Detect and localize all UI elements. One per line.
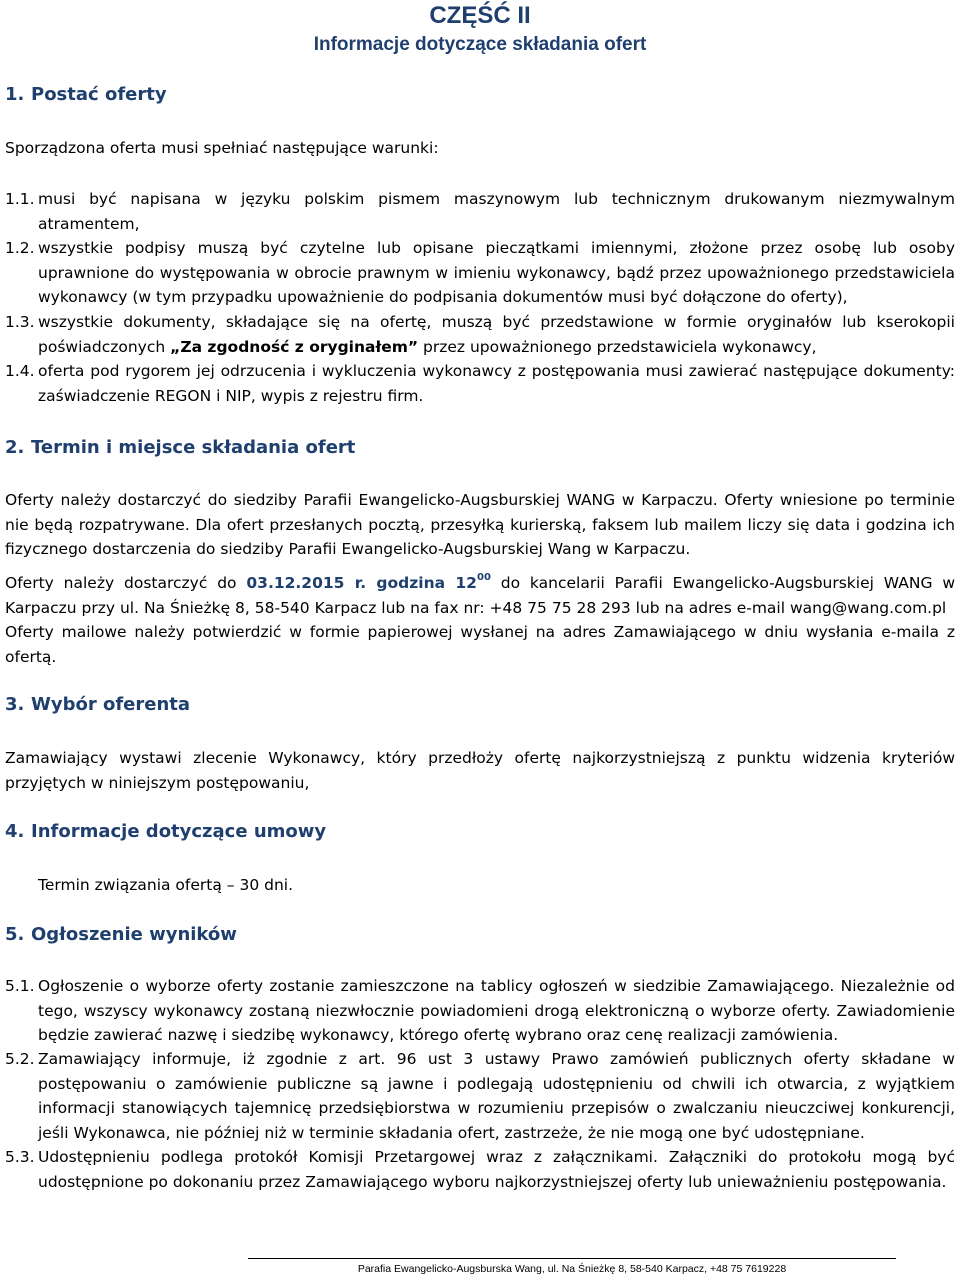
section-heading-1: [5, 84, 167, 106]
list-item-1-4: [5, 359, 955, 408]
item-number: 5.2.: [5, 1050, 35, 1068]
item-text: Ogłoszenie o wyborze oferty zostanie zamieszczone na tablicy ogłoszeń w siedzibie Zamawiającego. Niezależnie od tego, wszyscy wykonawcy zostaną niezwłocznie powiadomieni drogą elektroniczną o wyborze oferty. Zawiadomienie będzie zawierać nazwę i siedzibę wykonawcy, którego ofertę wybrano oraz cenę realizacji zamówienia.: [38, 977, 955, 1044]
section-title: Informacje dotyczące umowy: [31, 821, 327, 842]
section-number: 4.: [5, 821, 25, 842]
item-number: 1.3.: [5, 313, 35, 331]
item-text: oferta pod rygorem jej odrzucenia i wykluczenia wykonawcy z postępowania musi zawierać następujące dokumenty: zaświadczenie REGON i NIP, wypis z rejestru firm.: [38, 362, 955, 405]
section-heading-3: [5, 694, 190, 716]
section-1-intro: Sporządzona oferta musi spełniać następujące warunki:: [5, 139, 439, 157]
section-number: 2.: [5, 437, 25, 458]
deadline-date: 03.12.2015 r. godzina $12^{00}$: [246, 571, 491, 592]
item-number: 1.1.: [5, 190, 35, 208]
list-item-5-1: [5, 974, 955, 1048]
certified-copy-phrase: „Za zgodność z oryginałem”: [170, 337, 419, 356]
section-title: Ogłoszenie wyników: [31, 924, 237, 945]
section-2-paragraph-1: Oferty należy dostarczyć do siedziby Parafii Ewangelicko-Augsburskiej WANG w Karpaczu. Oferty wniesione po terminie nie będą rozpatrywane. Dla ofert przesłanych pocztą, przesyłką kurierską, faksem lub mailem liczy się data i godzina ich fizycznego dostarczenia do siedziby Parafii Ewangelicko-Augsburskiej Wang w Karpaczu.: [5, 491, 955, 558]
page-footer: Parafia Ewangelicko-Augsburska Wang, ul. Na Śnieżkę 8, 58-540 Karpacz, +48 75 7619228: [357, 1263, 787, 1275]
section-number: 1.: [5, 84, 25, 105]
list-item-1-3: [5, 310, 955, 359]
item-number: 5.3.: [5, 1148, 35, 1166]
item-number: 1.4.: [5, 362, 35, 380]
section-2-paragraph-3: Oferty mailowe należy potwierdzić w formie papierowej wysłanej na adres Zamawiającego w dniu wysłania e-maila z ofertą.: [5, 623, 955, 666]
item-text: Udostępnieniu podlega protokół Komisji Przetargowej wraz z załącznikami. Załączniki do protokołu mogą być udostępnione po dokonaniu przez Zamawiającego wyboru najkorzystniejszej oferty lub unieważnieniu postępowania.: [38, 1148, 955, 1191]
section-4-paragraph: Termin związania ofertą – 30 dni.: [38, 876, 294, 894]
section-number: 5.: [5, 924, 25, 945]
list-item-5-2: [5, 1047, 955, 1145]
section-heading-5: [5, 924, 237, 946]
section-title: Termin i miejsce składania ofert: [31, 437, 356, 458]
section-2-paragraph-2: Oferty należy dostarczyć do 03.12.2015 r. godzina $12^{00}$ do kancelarii Parafii Ewangelicko-Augsburskiej WANG w Karpaczu przy ul. Na Śnieżkę 8, 58-540 Karpacz lub na fax nr: +48 75 75 28 293 lub na adres e-mail wang@wang.com.pl: [5, 571, 955, 617]
item-text: wszystkie dokumenty, składające się na ofertę, muszą być przedstawione w formie oryginałów lub kserokopii poświadczonych „Za zgodność z oryginałem” przez upoważnionego przedstawiciela wykonawcy,: [38, 313, 955, 356]
section-3-paragraph: Zamawiający wystawi zlecenie Wykonawcy, który przedłoży ofertę najkorzystniejszą z punktu widzenia kryteriów przyjętych w niniejszym postępowaniu,: [5, 749, 955, 792]
item-number: 5.1.: [5, 977, 35, 995]
list-item-5-3: [5, 1145, 955, 1194]
section-heading-2: [5, 437, 355, 459]
item-text: Zamawiający informuje, iż zgodnie z art. 96 ust 3 ustawy Prawo zamówień publicznych oferty składane w postępowaniu o zamówienie publiczne są jawne i podlegają udostępnieniu od chwili ich otwarcia, z wyjątkiem informacji stanowiących tajemnicę przedsiębiorstwa w rozumieniu przepisów o zwalczaniu nieuczciwej konkurencji, jeśli Wykonawca, nie później niż w terminie składania ofert, zastrzeże, że nie mogą one być udostępniane.: [38, 1050, 955, 1142]
section-heading-4: [5, 821, 326, 843]
document-subtitle: Informacje dotyczące składania ofert: [313, 34, 647, 55]
item-text: wszystkie podpisy muszą być czytelne lub opisane pieczątkami imiennymi, złożone przez osobę lub osoby uprawnione do występowania w obrocie prawnym w imieniu wykonawcy, bądź przez upoważnionego przedstawiciela wykonawcy (w tym przypadku upoważnienie do podpisania dokumentów musi być dołączone do oferty),: [38, 239, 955, 306]
list-item-1-2: [5, 236, 955, 310]
item-number: 1.2.: [5, 239, 35, 257]
item-text: musi być napisana w języku polskim pismem maszynowym lub technicznym drukowanym niezmywalnym atramentem,: [38, 190, 955, 233]
section-title: Wybór oferenta: [31, 694, 191, 715]
list-item-1-1: [5, 187, 955, 236]
section-number: 3.: [5, 694, 25, 715]
footer-divider: [248, 1258, 896, 1259]
section-title: Postać oferty: [31, 84, 167, 105]
document-title: CZĘŚĆ II: [429, 2, 531, 29]
